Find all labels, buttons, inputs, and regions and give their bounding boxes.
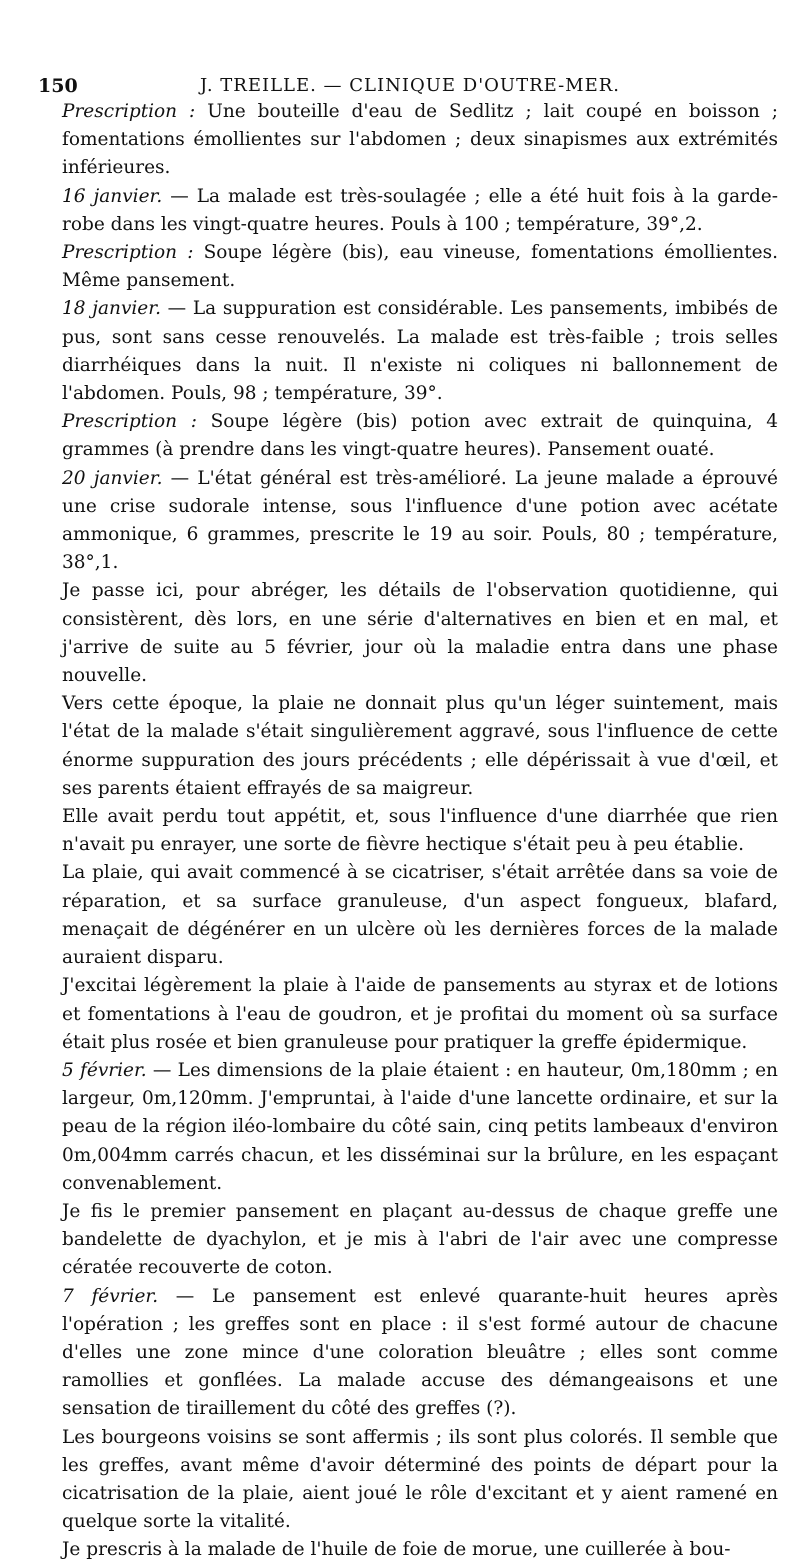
paragraph [62, 690, 778, 803]
paragraph-text: Les bourgeons voisins se sont affermis ; ils sont plus colorés. Il semble que les greffes, avant même d'avoir déterminé des points de départ pour la cicatrisation de la plaie, aient joué le rôle d'excitant et y aient ramené en quelque sorte la vitalité. [62, 1426, 778, 1533]
paragraph-text: J'excitai légèrement la plaie à l'aide de pansements au styrax et de lotions et fomentations à l'eau de goudron, et je profitai du moment où sa surface était plus rosée et bien granuleuse pour pratiquer la greffe épidermique. [62, 975, 778, 1053]
paragraph-lead: Prescription : [62, 101, 196, 122]
paragraph-lead: 5 février. [62, 1059, 147, 1081]
paragraph-text: Je passe ici, pour abréger, les détails de l'observation quotidienne, qui consistèrent, dès lors, en une série d'alternatives en bien et en mal, et j'arrive de suite au 5 février, jour où la maladie entra dans une phase nouvelle. [62, 580, 778, 687]
page-header [38, 66, 778, 98]
paragraph [62, 1057, 778, 1198]
paragraph-text: Soupe légère (bis), eau vineuse, fomentations émollientes. Même pansement. [62, 242, 779, 292]
paragraph [62, 239, 778, 295]
paragraph-text: — Les dimensions de la plaie étaient : en hauteur, 0m,180mm ; en largeur, 0m,120mm. J'empruntai, à l'aide d'une lancette ordinaire, et sur la peau de la région iléo-lombaire du côté sain, cinq petits lambeaux d'environ 0m,004mm carrés chacun, et les disséminai sur la brûlure, en les espaçant convenablement. [62, 1059, 778, 1194]
paragraph [62, 408, 778, 464]
paragraph-text: Je fis le premier pansement en plaçant au-dessus de chaque greffe une bandelette de dyachylon, et je mis à l'abri de l'air avec une compresse cératée recouverte de coton. [62, 1200, 778, 1279]
paragraph-text: Une bouteille d'eau de Sedlitz ; lait coupé en boisson ; fomentations émollientes sur l'abdomen ; deux sinapismes aux extrémités inférieures. [62, 101, 778, 179]
paragraph-lead: 20 janvier. [62, 467, 163, 489]
paragraph-lead: Prescription : [62, 242, 194, 264]
paragraph-text: Soupe légère (bis) potion avec extrait de quinquina, 4 grammes (à prendre dans les vingt-quatre heures). Pansement ouaté. [62, 411, 778, 461]
paragraph-text: — La suppuration est considérable. Les pansements, imbibés de pus, sont sans cesse renouvelés. La malade est très-faible ; trois selles diarrhéiques dans la nuit. Il n'existe ni coliques ni ballonnement de l'abdomen. Pouls, 98 ; température, 39°. [62, 298, 778, 405]
paragraph-lead: 18 janvier. [62, 298, 161, 320]
paragraph-text: Vers cette époque, la plaie ne donnait plus qu'un léger suintement, mais l'état de la malade s'était singulièrement aggravé, sous l'influence de cette énorme suppuration des jours précédents ; elle dépérissait à vue d'œil, et ses parents étaient effrayés de sa maigreur. [62, 693, 778, 799]
paragraph-text: — Le pansement est enlevé quarante-huit heures après l'opération ; les greffes sont en place : il s'est formé autour de chacune d'elles une zone mince d'une coloration bleuâtre ; elles sont comme ramollies et gonflées. La malade accuse des démangeaisons et une sensation de tiraillement du côté des greffes (?). [62, 1285, 778, 1420]
paragraph [62, 1283, 778, 1424]
paragraph [62, 803, 778, 859]
running-title: J. TREILLE. — CLINIQUE D'OUTRE-MER. [200, 75, 621, 96]
paragraph [62, 577, 778, 690]
paragraph [62, 1198, 778, 1283]
paragraph-lead: 16 janvier. [62, 185, 163, 207]
paragraph-lead: 7 février. [62, 1285, 159, 1307]
paragraph-text: — La malade est très-soulagée ; elle a été huit fois à la garde-robe dans les vingt-quatre heures. Pouls à 100 ; température, 39°,2. [62, 185, 778, 235]
paragraph [62, 465, 778, 578]
paragraph [62, 972, 778, 1057]
page-number: 150 [38, 75, 78, 97]
paragraph [62, 1424, 778, 1537]
paragraph-text: Je prescris à la malade de l'huile de foie de morue, une cuillerée à bou- [62, 1539, 731, 1561]
paragraph-text: La plaie, qui avait commencé à se cicatriser, s'était arrêtée dans sa voie de réparation, et sa surface granuleuse, d'un aspect fongueux, blafard, menaçait de dégénérer en un ulcère où les dernières forces de la malade auraient disparu. [62, 862, 778, 969]
body-text [62, 98, 778, 1565]
paragraph [62, 859, 778, 972]
paragraph [62, 1536, 778, 1564]
paragraph [62, 183, 778, 239]
paragraph-text: — L'état général est très-amélioré. La jeune malade a éprouvé une crise sudorale intense, sous l'influence d'une potion avec acétate ammonique, 6 grammes, prescrite le 19 au soir. Pouls, 80 ; température, 38°,1. [62, 467, 778, 574]
paragraph-text: Elle avait perdu tout appétit, et, sous l'influence d'une diarrhée que rien n'avait pu enrayer, une sorte de fièvre hectique s'était peu à peu établie. [62, 806, 778, 856]
paragraph [62, 295, 778, 408]
paragraph [62, 98, 778, 183]
paragraph-lead: Prescription : [62, 411, 197, 433]
